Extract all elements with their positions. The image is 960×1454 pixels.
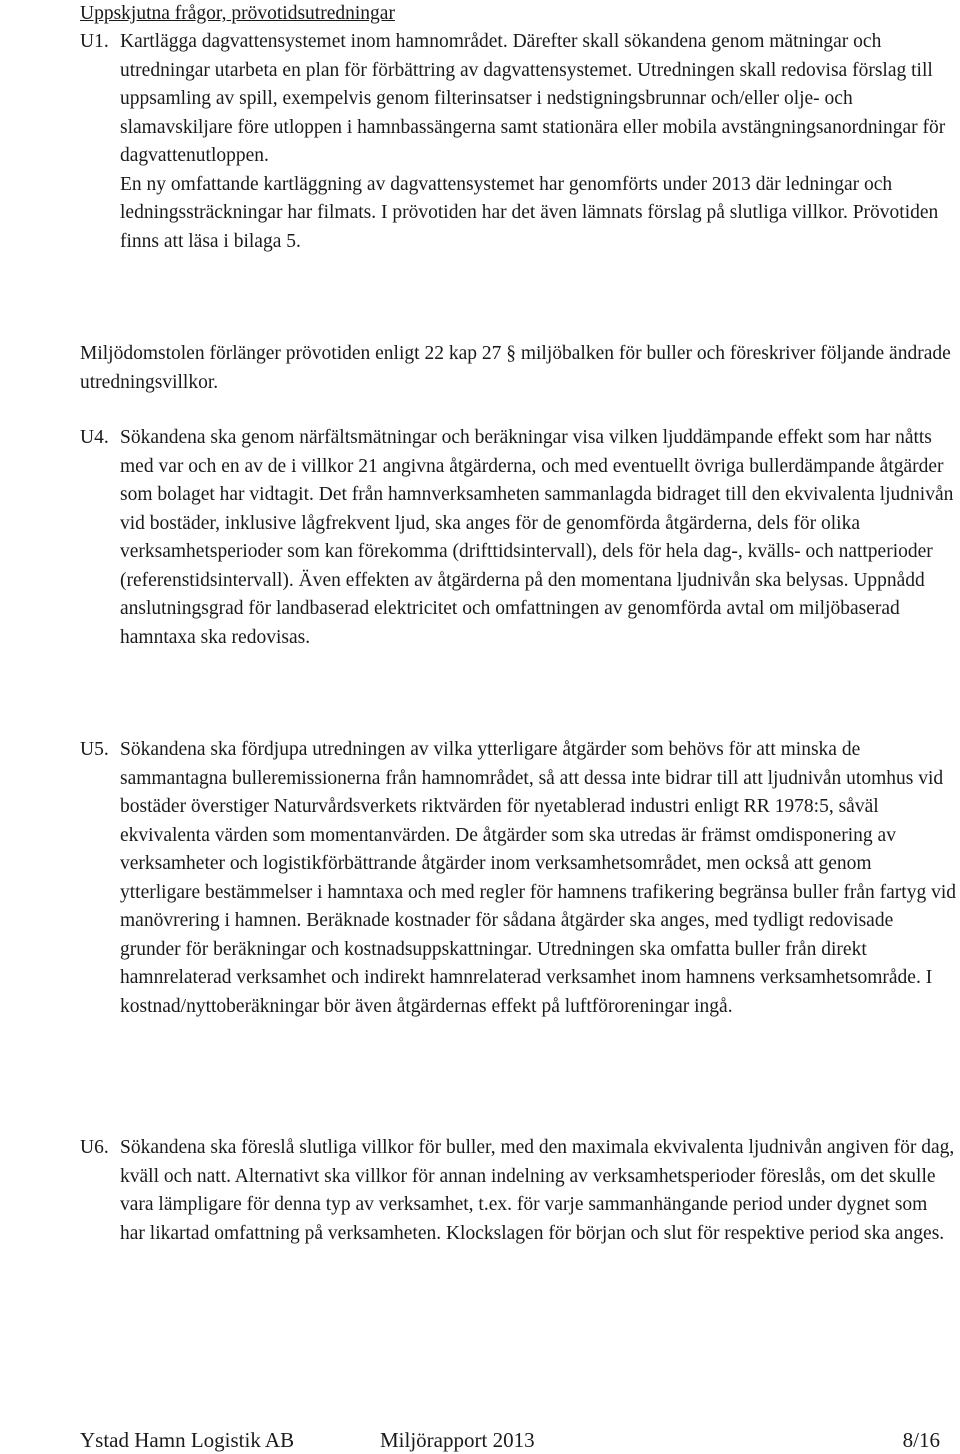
item-text: Sökandena ska genom närfältsmätningar och beräkningar visa vilken ljuddämpande effekt som har nåtts med var och en av de i villkor 21 angivna åtgärderna, och med eventuellt övriga bullerdämpande åtgärder som bolaget har vidtagit. Det från hamnverksamheten sammanlagda bidraget till den ekvivalenta ljudnivån vid bostäder, inklusive lågfrekvent ljud, ska anges för de genomförda åtgärderna, dels för olika verksamhetsperioder som kan förekomma (drifttidsintervall), dels för hela dag-, kvälls- och nattperioder (referenstidsintervall). Även effekten av åtgärderna på den momentana ljudnivån ska belysas. Uppnådd anslutningsgrad för landbaserad elektricitet och omfattningen av genomförda avtal om miljöbaserad hamntaxa ska redovisas. [120,427,954,648]
footer-company: Ystad Hamn Logistik AB [80,1428,295,1452]
footer-page-number: 8/16 [902,1428,940,1452]
item-u1 [80,28,956,256]
item-text: Sökandena ska fördjupa utredningen av vilka ytterligare åtgärder som behövs för att minska de sammantagna bulleremissionerna från hamnområdet, så att dessa inte bidrar till att ljudnivån utomhus vid bostäder överstiger Naturvårdsverkets riktvärden för nyetablerad industri enligt RR 1978:5, såväl ekvivalenta värden som momentanvärden. De åtgärder som ska utredas är främst omdisponering av verksamheter och logistikförbättrande åtgärder inom verksamhetsområdet, men också att genom ytterligare bestämmelser i hamntaxa och med regler för hamnens trafikering begränsa buller från fartyg vid manövrering i hamnen. Beräknade kostnader för sådana åtgärder ska anges, med tydligt redovisade grunder för beräkningar och kostnadsuppskattningar. Utredningen ska omfatta buller från direkt hamnrelaterad verksamhet och indirekt hamnrelaterad verksamhet inom hamnens verksamhetsområde. I kostnad/nyttoberäkningar bör även åtgärdernas effekt på luftföroreningar ingå. [120,739,956,1017]
item-u4 [80,424,956,652]
intro-paragraph: Miljödomstolen förlänger prövotiden enligt 22 kap 27 § miljöbalken för buller och föreskriver följande ändrade utredningsvillkor. [80,343,951,393]
item-text: Sökandena ska föreslå slutliga villkor för buller, med den maximala ekvivalenta ljudnivån angiven för dag, kväll och natt. Alternativt ska villkor för annan indelning av verksamhetsperioder föreslås, om det skulle vara lämpligare för denna typ av verksamhet, t.ex. för varje sammanhängande period under dygnet som har likartad omfattning på verksamheten. Klockslagen för början och slut för respektive period ska anges. [120,1137,955,1244]
section-heading: Uppskjutna frågor, prövotidsutredningar [80,3,395,24]
footer-report-title: Miljörapport 2013 [380,1428,535,1452]
item-label: U5. [80,739,109,760]
item-paragraph: En ny omfattande kartläggning av dagvattensystemet har genomförts under 2013 där ledningar och ledningssträckningar har filmats. I prövotiden har det även lämnats förslag på slutliga villkor. Prövotiden finns att läsa i bilaga 5. [120,173,939,252]
item-label: U1. [80,31,109,52]
item-label: U6. [80,1137,109,1158]
item-label: U4. [80,427,109,448]
item-u5 [80,736,956,1021]
item-text [120,28,956,256]
item-paragraph: Kartlägga dagvattensystemet inom hamnområdet. Därefter skall sökandena genom mätningar och utredningar utarbeta en plan för förbättring av dagvattensystemet. Utredningen skall redovisa förslag till uppsamling av spill, exempelvis genom filterinsatser i nedstigningsbrunnar och/eller olje- och slamavskiljare före utloppen i hamnbassängerna samt stationära eller mobila avstängningsanordningar för dagvattenutloppen. [120,31,946,166]
item-u6 [80,1134,956,1248]
